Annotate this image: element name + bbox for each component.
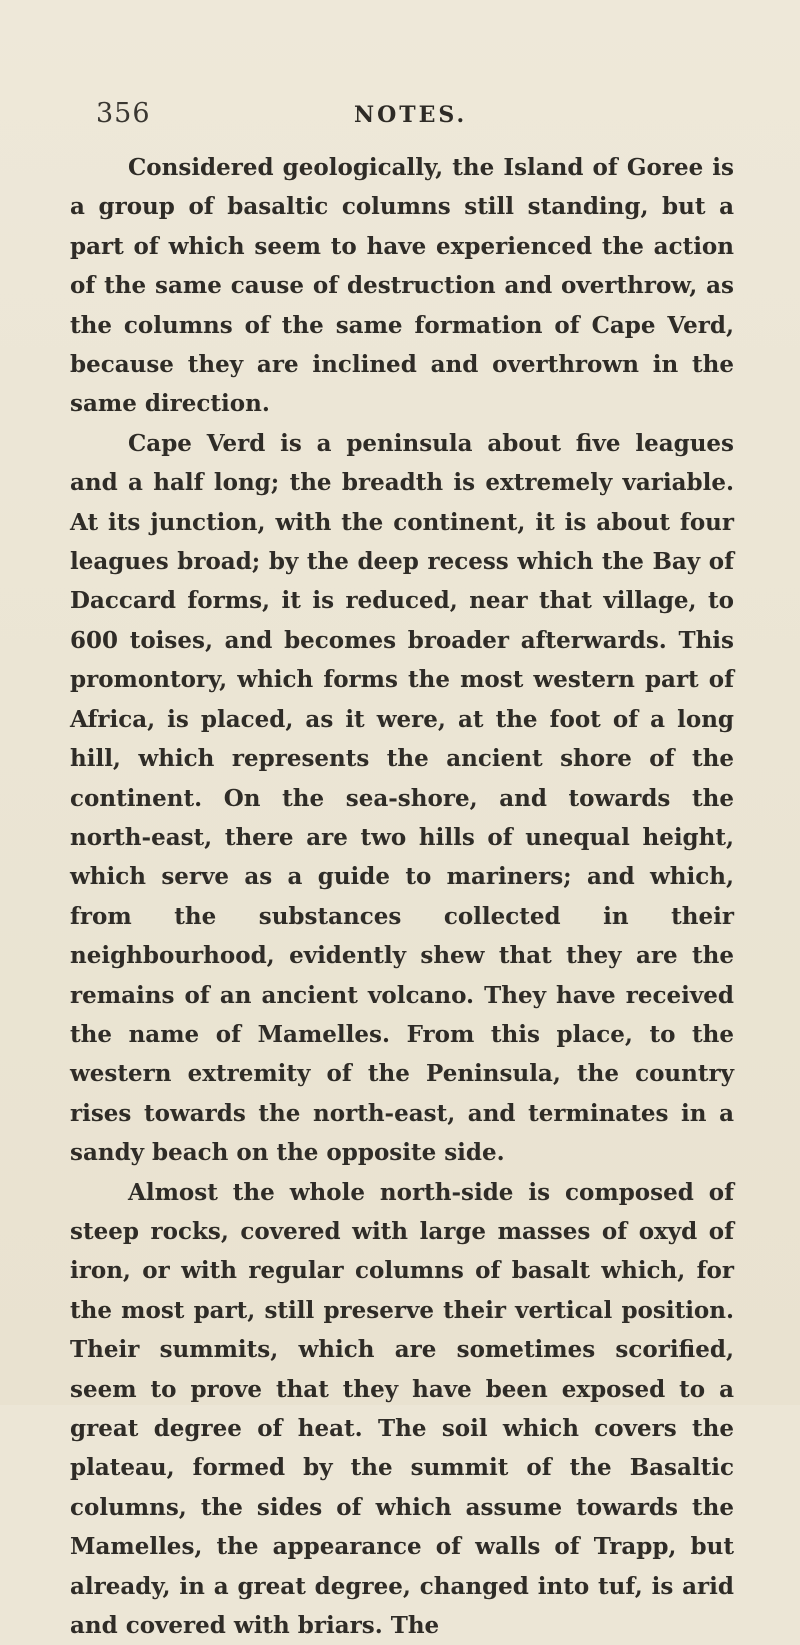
page-number: 356 (96, 98, 151, 129)
paragraph-goree: Considered geologically, the Island of Goree is a group of basaltic columns still standing, but a part of which seem to have experienced the action of the same cause of destruction and overthrow, as the columns of the same formation of Cape Verd, because they are inclined and overthrown in the same direction. (70, 154, 734, 418)
body-text (70, 148, 734, 1645)
running-title: NOTES. (354, 102, 468, 128)
page-header (96, 98, 736, 138)
paragraph-north-side: Almost the whole north-side is composed of steep rocks, covered with large masses of oxyd of iron, or with regular columns of basalt which, for the most part, still preserve their vertical position. Their summits, which are sometimes scorified, seem to prove that they have been exposed to a great degree of heat. The soil which covers the plateau, formed by the summit of the Basaltic columns, the sides of which assume towards the Mamelles, the appearance of walls of Trapp, but already, in a great degree, changed into tuf, is arid and covered with briars. The (70, 1178, 734, 1640)
paragraph-cape-verd: Cape Verd is a peninsula about five leagues and a half long; the breadth is extremely variable. At its junction, with the continent, it is about four leagues broad; by the deep recess which the Bay of Daccard forms, it is reduced, near that village, to 600 toises, and becomes broader afterwards. This promontory, which forms the most western part of Africa, is placed, as it were, at the foot of a long hill, which represents the ancient shore of the continent. On the sea-shore, and towards the north-east, there are two hills of unequal height, which serve as a guide to mariners; and which, from the substances collected in their neighbourhood, evidently shew that they are the remains of an ancient volcano. They have received the name of Mamelles. From this place, to the western extremity of the Peninsula, the country rises towards the north-east, and terminates in a sandy beach on the opposite side. (70, 429, 734, 1167)
